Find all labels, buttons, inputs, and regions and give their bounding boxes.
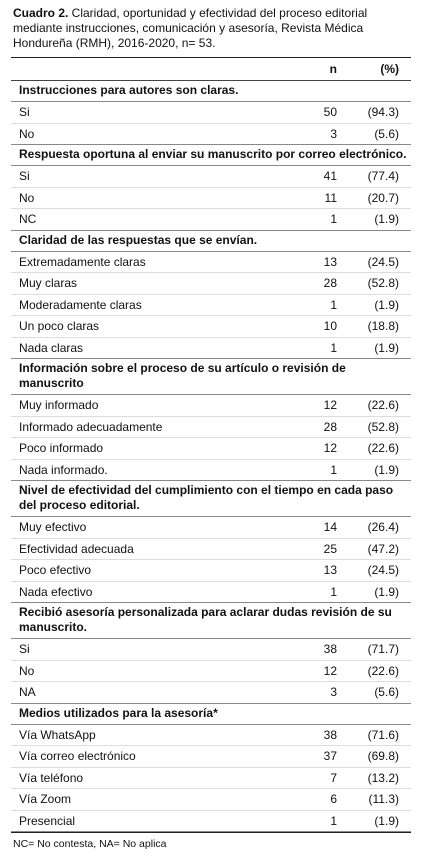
table-row [11,273,411,295]
section-rows [11,252,411,360]
section-title: Respuesta oportuna al enviar su manuscrito por correo electrónico. [11,145,411,166]
row-pct: (18.8) [367,319,399,334]
row-n: 3 [330,126,337,141]
section-rows [11,395,411,481]
row-pct: (1.9) [374,212,399,227]
table-row [11,517,411,539]
row-n: 7 [330,770,337,785]
row-label: Vía WhatsApp [19,727,96,742]
row-label: Poco efectivo [19,563,92,578]
section-title: Nivel de efectividad del cumplimiento con el tiempo en cada paso del proceso editorial. [11,481,411,517]
table-caption [13,6,417,51]
table-footnote: NC= No contesta, NA= No aplica [13,838,167,850]
row-label: Vía teléfono [19,770,84,785]
row-pct: (1.9) [374,297,399,312]
row-label: NA [19,685,36,700]
table-row [11,768,411,790]
table-row [11,417,411,439]
row-pct: (1.9) [374,340,399,355]
row-pct: (94.3) [367,105,399,120]
table-row [11,395,411,417]
data-table [11,57,411,833]
row-pct: (1.9) [374,462,399,477]
row-pct: (20.7) [367,190,399,205]
row-n: 3 [330,685,337,700]
row-pct: (11.3) [368,792,399,807]
row-pct: (52.8) [367,419,399,434]
table-row [11,539,411,561]
table-row [11,682,411,704]
row-pct: (13.2) [367,770,399,785]
row-n: 13 [323,563,337,578]
section-rows [11,639,411,704]
row-label: Extremadamente claras [19,254,146,269]
row-n: 28 [323,276,337,291]
row-n: 11 [324,190,337,205]
row-pct: (1.9) [374,813,399,828]
row-pct: (69.8) [367,749,399,764]
row-n: 1 [330,212,337,227]
section-title: Instrucciones para autores son claras. [11,81,411,102]
row-label: Muy informado [19,398,99,413]
row-label: Si [19,169,30,184]
row-n: 37 [323,749,337,764]
row-pct: (26.4) [367,520,399,535]
row-n: 1 [330,813,337,828]
table-header [11,58,411,81]
row-label: Poco informado [19,441,104,456]
row-label: Nada informado. [19,462,108,477]
row-pct: (22.6) [367,663,399,678]
header-pct: (%) [380,62,399,76]
row-label: Vía correo electrónico [19,749,136,764]
table-row [11,316,411,338]
row-pct: (77.4) [367,169,399,184]
row-label: Moderadamente claras [19,297,142,312]
row-pct: (5.6) [374,685,399,700]
row-label: Muy efectivo [19,520,87,535]
table-row [11,582,411,604]
row-n: 10 [323,319,337,334]
row-label: Presencial [19,813,76,828]
section-rows [11,102,411,145]
row-label: Informado adecuadamente [19,419,163,434]
row-n: 38 [323,642,337,657]
table-row [11,725,411,747]
row-n: 1 [330,462,337,477]
table-body [11,81,411,832]
row-label: No [19,190,35,205]
row-n: 1 [330,297,337,312]
row-label: No [19,126,35,141]
row-n: 12 [323,398,337,413]
row-label: Efectividad adecuada [19,541,134,556]
table-row [11,460,411,482]
header-n: n [329,62,337,76]
row-n: 1 [330,340,337,355]
row-n: 6 [330,792,337,807]
row-n: 12 [323,441,337,456]
section-rows [11,517,411,603]
row-pct: (71.6) [367,727,399,742]
row-n: 1 [330,584,337,599]
table-row [11,166,411,188]
row-n: 25 [323,541,337,556]
table-row [11,438,411,460]
table-row [11,746,411,768]
row-label: Si [19,105,30,120]
section-title: Medios utilizados para la asesoría* [11,704,411,725]
section-title: Recibió asesoría personalizada para aclarar dudas revisión de su manuscrito. [11,603,411,639]
row-pct: (47.2) [367,541,399,556]
row-label: Nada claras [19,340,84,355]
table-row [11,639,411,661]
row-label: No [19,663,35,678]
table-row [11,661,411,683]
row-label: Nada efectivo [19,584,93,599]
section-title: Información sobre el proceso de su artículo o revisión de manuscrito [11,359,411,395]
row-n: 28 [323,419,337,434]
table-row [11,252,411,274]
table-row [11,295,411,317]
table-row [11,209,411,231]
row-n: 41 [323,169,337,184]
row-pct: (24.5) [367,563,399,578]
row-pct: (22.6) [367,441,399,456]
row-label: NC [19,212,37,227]
row-label: Un poco claras [19,319,100,334]
row-pct: (24.5) [367,254,399,269]
section-rows [11,725,411,833]
table-row [11,124,411,146]
row-n: 13 [323,254,337,269]
row-pct: (1.9) [374,584,399,599]
row-label: Vía Zoom [19,792,72,807]
section-title: Claridad de las respuestas que se envían. [11,231,411,252]
table-row [11,188,411,210]
row-n: 14 [323,520,337,535]
caption-text: Claridad, oportunidad y efectividad del proceso editorial mediante instrucciones, comunicación y asesoría, Revista Médica Hondureña (RMH), 2016-2020, n= 53. [13,6,368,50]
row-label: Muy claras [19,276,78,291]
table-row [11,560,411,582]
row-pct: (71.7) [367,642,399,657]
section-rows [11,166,411,231]
row-n: 38 [323,727,337,742]
table-row [11,789,411,811]
table-row [11,102,411,124]
row-label: Si [19,642,30,657]
row-pct: (5.6) [374,126,399,141]
table-row [11,811,411,833]
row-n: 50 [323,105,337,120]
table-row [11,338,411,360]
row-n: 12 [323,663,337,678]
caption-label: Cuadro 2. [13,6,69,20]
table-bottom-rule [11,832,411,833]
row-pct: (52.8) [367,276,399,291]
row-pct: (22.6) [367,398,399,413]
